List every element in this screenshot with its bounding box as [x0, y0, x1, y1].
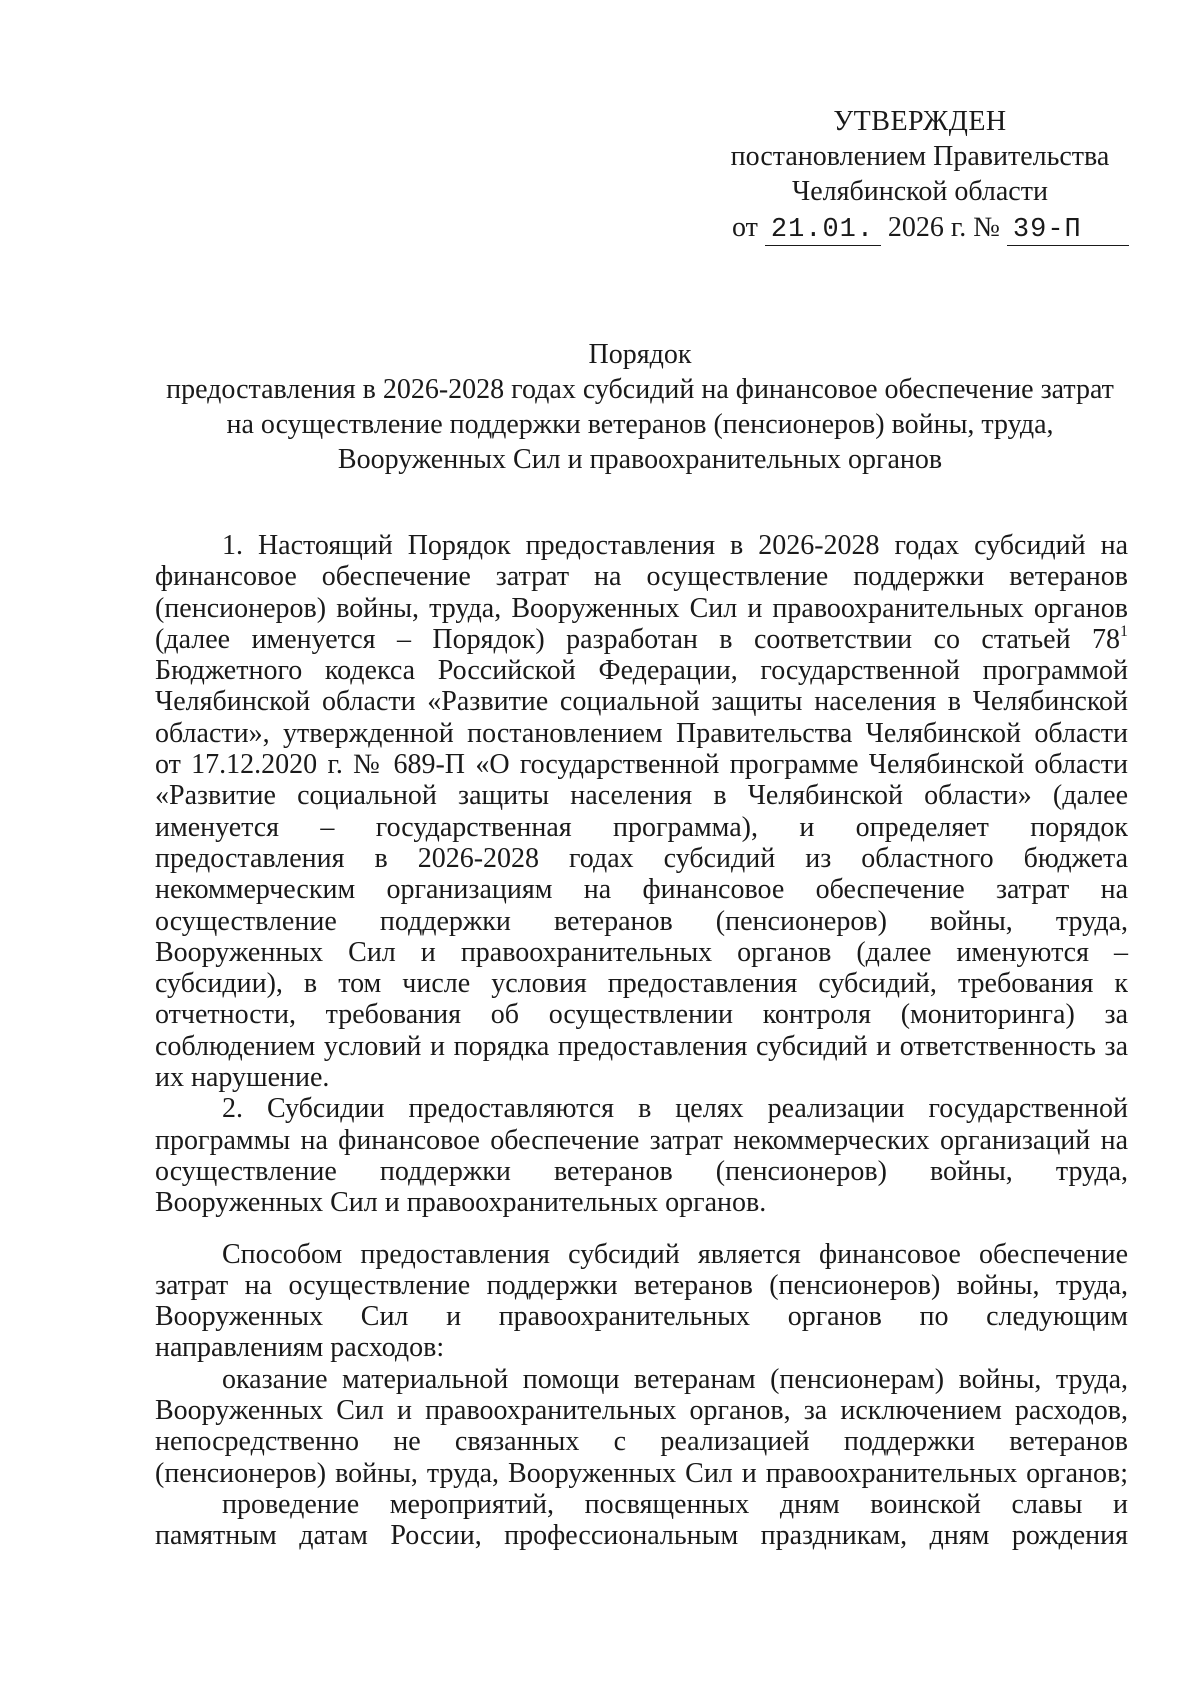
heading-line-2: на осуществление поддержки ветеранов (пенсионеров) войны, труда,	[226, 409, 1054, 440]
heading-line-3: Вооруженных Сил и правоохранительных органов	[337, 444, 943, 475]
text-line: осуществление поддержки ветеранов (пенсионеров) войны, труда,	[155, 905, 1128, 937]
approval-from-prefix: от	[732, 212, 758, 243]
text-line: памятным датам России, профессиональным праздникам, дням рождения	[155, 1520, 1128, 1552]
text-line: соблюдением условий и порядка предоставления субсидий и ответственность за	[155, 1030, 1128, 1062]
text-line: затрат на осуществление поддержки ветеранов (пенсионеров) войны, труда,	[155, 1269, 1128, 1301]
text-line: (пенсионеров) войны, труда, Вооруженных Сил и правоохранительных органов;	[155, 1457, 1128, 1489]
paragraph-2	[155, 1093, 1128, 1218]
approval-stamp	[720, 104, 1120, 246]
text-line: направлениям расходов:	[155, 1332, 445, 1364]
text-line: Бюджетного кодекса Российской Федерации, государственной программой	[155, 655, 1128, 687]
heading-title: Порядок	[588, 339, 692, 370]
paragraph-4	[155, 1364, 1128, 1489]
text-line: субсидии), в том числе условия предоставления субсидий, требования к	[155, 968, 1128, 1000]
paragraph-3	[155, 1239, 1128, 1364]
document-body	[155, 530, 1128, 1552]
text-line: области», утвержденной постановлением Правительства Челябинской области	[155, 717, 1128, 749]
text-line: финансовое обеспечение затрат на осуществление поддержки ветеранов	[155, 561, 1128, 593]
approval-date-line	[720, 210, 1120, 246]
text-line: 2. Субсидии предоставляются в целях реализации государственной	[222, 1093, 1128, 1125]
text-line: непосредственно не связанных с реализацией поддержки ветеранов	[155, 1426, 1128, 1458]
text-line: осуществление поддержки ветеранов (пенсионеров) войны, труда,	[155, 1155, 1128, 1187]
text-line: предоставления в 2026-2028 годах субсидий из областного бюджета	[155, 842, 1128, 874]
heading-line-1: предоставления в 2026-2028 годах субсидий на финансовое обеспечение затрат	[166, 374, 1114, 405]
text-line-with-footnote	[155, 624, 1128, 655]
approval-line-2: Челябинской области	[792, 176, 1048, 207]
text-line: (пенсионеров) войны, труда, Вооруженных Сил и правоохранительных органов	[155, 592, 1128, 624]
text-line: Челябинской области «Развитие социальной защиты населения в Челябинской	[155, 686, 1128, 718]
text-line: от 17.12.2020 г. № 689-П «О государственной программе Челябинской области	[155, 749, 1128, 781]
text-fragment: (далее именуется – Порядок) разработан в соответствии со статьей 78	[155, 623, 1120, 655]
text-line: Вооруженных Сил и правоохранительных органов по следующим	[155, 1301, 1128, 1333]
text-line: «Развитие социальной защиты населения в Челябинской области» (далее	[155, 780, 1128, 812]
text-line: Вооруженных Сил и правоохранительных органов (далее именуются –	[155, 936, 1128, 968]
paragraph-1	[155, 530, 1128, 1093]
approval-year-text: 2026 г. №	[887, 212, 1000, 243]
text-line: их нарушение.	[155, 1062, 330, 1094]
approval-date-value: 21.01.	[765, 215, 881, 246]
approval-line-1: постановлением Правительства	[730, 141, 1110, 172]
text-line: некоммерческим организациям на финансовое обеспечение затрат на	[155, 874, 1128, 906]
text-line: Вооруженных Сил и правоохранительных органов.	[155, 1187, 767, 1219]
text-line: отчетности, требования об осуществлении контроля (мониторинга) за	[155, 999, 1128, 1031]
text-line: Способом предоставления субсидий является финансовое обеспечение	[222, 1238, 1128, 1270]
text-line: оказание материальной помощи ветеранам (пенсионерам) войны, труда,	[222, 1363, 1128, 1395]
paragraph-5	[155, 1489, 1128, 1552]
article-superscript: 1	[1120, 622, 1128, 640]
approval-number-value: 39-П	[1007, 215, 1129, 246]
text-line: программы на финансовое обеспечение затрат некоммерческих организаций на	[155, 1124, 1128, 1156]
text-line: Вооруженных Сил и правоохранительных органов, за исключением расходов,	[155, 1395, 1128, 1427]
approval-title: УТВЕРЖДЕН	[833, 106, 1007, 137]
text-line: именуется – государственная программа), и определяет порядок	[155, 811, 1128, 843]
document-heading	[140, 337, 1140, 477]
text-line: 1. Настоящий Порядок предоставления в 2026-2028 годах субсидий на	[222, 530, 1128, 561]
text-line: проведение мероприятий, посвященных дням воинской славы и	[222, 1488, 1128, 1520]
